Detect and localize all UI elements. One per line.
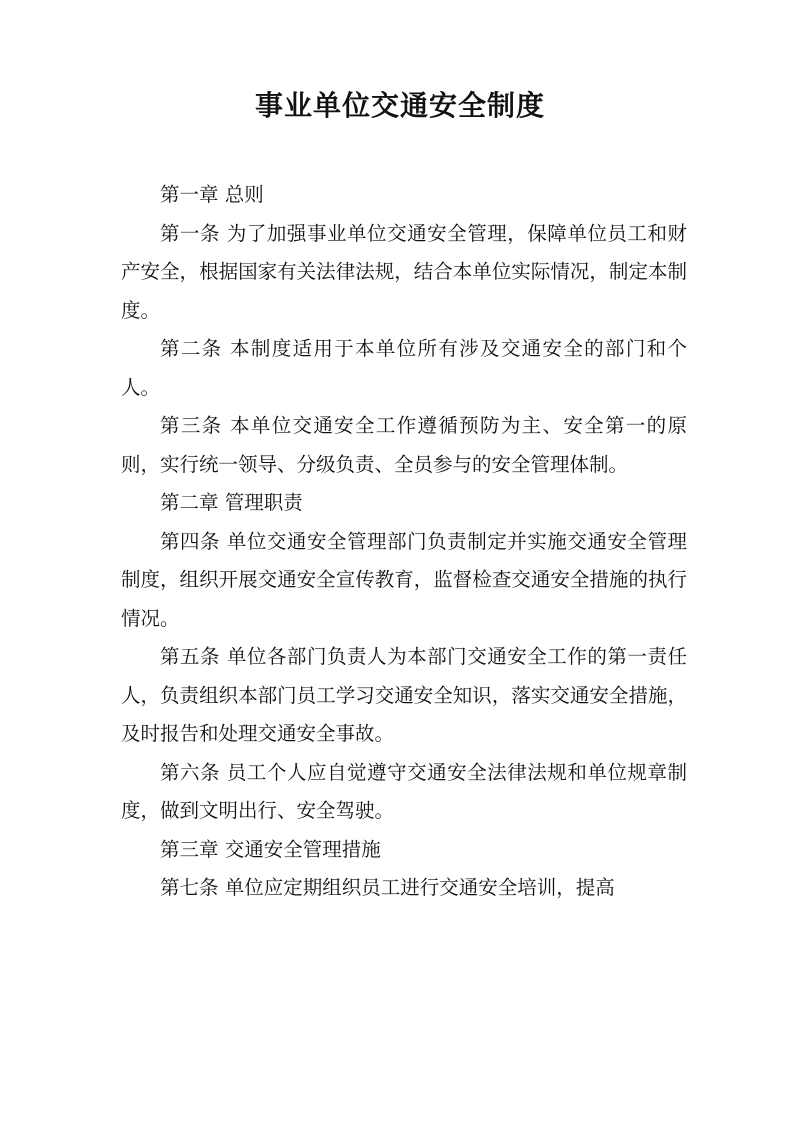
document-body (121, 176, 687, 908)
article-1: 第一条 为了加强事业单位交通安全管理，保障单位员工和财产安全，根据国家有关法律法规，结合本单位实际情况，制定本制度。 (121, 221, 687, 322)
chapter-3-heading: 第三章 交通安全管理措施 (160, 837, 381, 861)
chapter-1-heading: 第一章 总则 (160, 183, 264, 206)
document-title: 事业单位交通安全制度 (254, 89, 545, 122)
article-6: 第六条 员工个人应自觉遵守交通安全法律法规和单位规章制度，做到文明出行、安全驾驶。 (121, 760, 687, 822)
chapter-2-heading: 第二章 管理职责 (160, 491, 303, 514)
article-3: 第三条 本单位交通安全工作遵循预防为主、安全第一的原则，实行统一领导、分级负责、全员参与的安全管理体制。 (121, 414, 687, 476)
article-4: 第四条 单位交通安全管理部门负责制定并实施交通安全管理制度，组织开展交通安全宣传教育，监督检查交通安全措施的执行情况。 (121, 529, 687, 630)
article-7: 第七条 单位应定期组织员工进行交通安全培训，提高 (160, 876, 615, 899)
article-5: 第五条 单位各部门负责人为本部门交通安全工作的第一责任人，负责组织本部门员工学习交通安全知识，落实交通安全措施，及时报告和处理交通安全事故。 (121, 645, 687, 745)
article-2: 第二条 本制度适用于本单位所有涉及交通安全的部门和个人。 (121, 337, 687, 399)
